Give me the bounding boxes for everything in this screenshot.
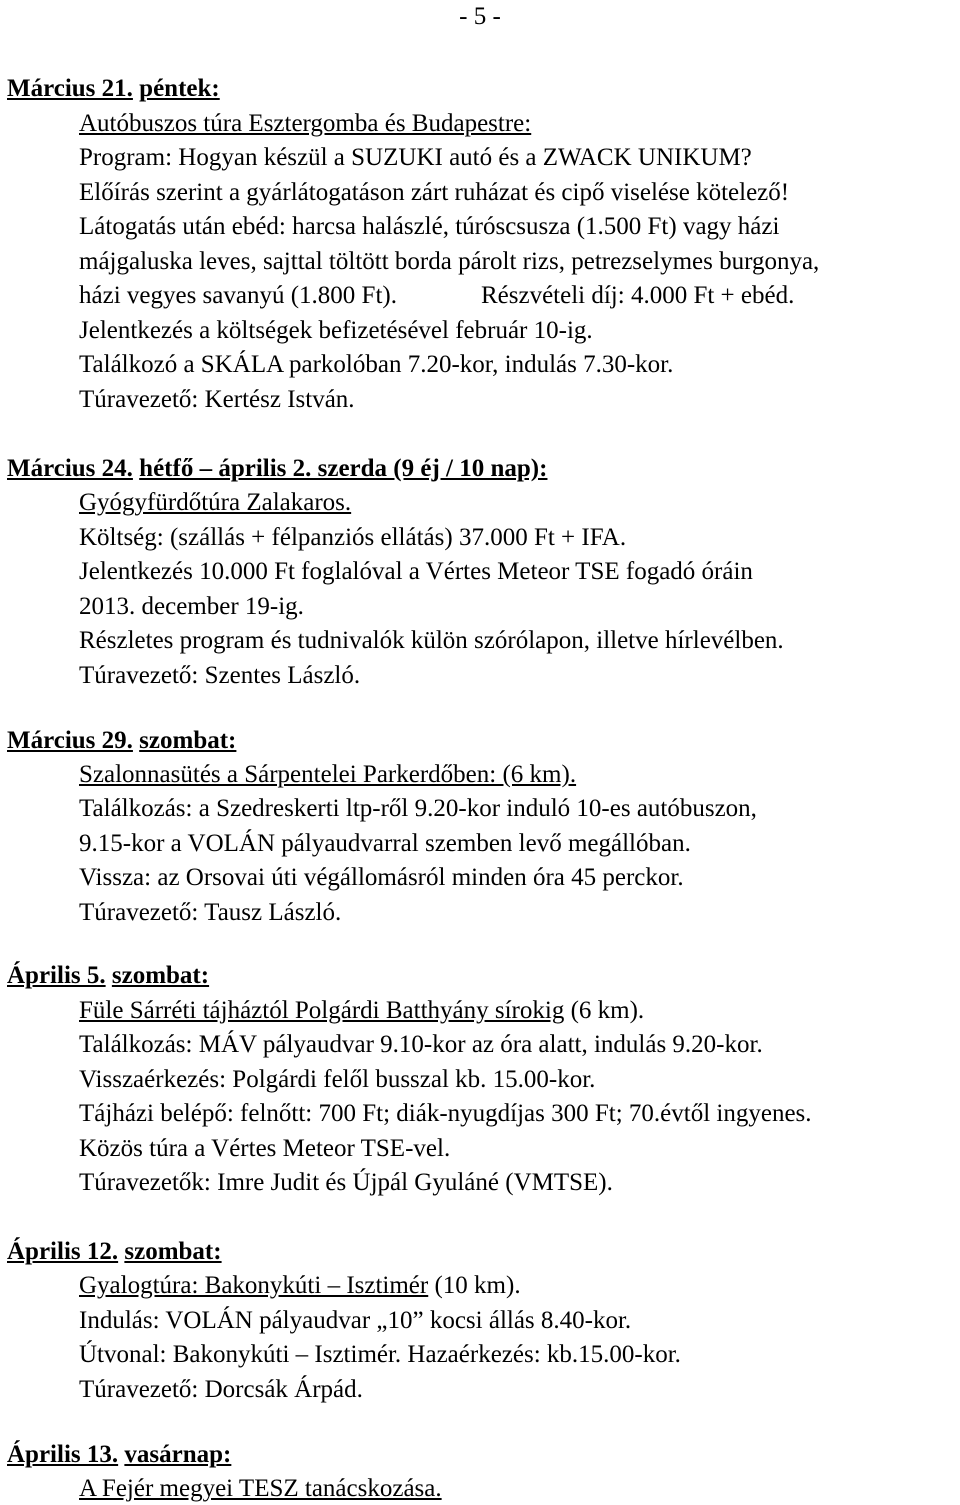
event-header — [7, 74, 220, 104]
event-line: Jelentkezés 10.000 Ft foglalóval a Vértes Meteor TSE fogadó óráin — [79, 558, 753, 585]
event-date: Április 13. — [7, 1441, 119, 1468]
event-title-line — [79, 1271, 521, 1301]
event-title: Gyógyfürdőtúra Zalakaros. — [79, 489, 352, 516]
event-day: péntek: — [139, 75, 220, 102]
event-line: Túravezető: Tausz László. — [79, 899, 342, 926]
event-line: Program: Hogyan készül a SUZUKI autó és a ZWACK UNIKUM? — [79, 144, 752, 171]
event-title: Szalonnasütés a Sárpentelei Parkerdőben: (6 km). — [79, 761, 577, 788]
event-line: Visszaérkezés: Polgárdi felől busszal kb. 15.00-kor. — [79, 1066, 596, 1093]
event-line: Vissza: az Orsovai úti végállomásról minden óra 45 perckor. — [79, 864, 684, 891]
event-line: Túravezető: Szentes László. — [79, 662, 361, 689]
event-title: Autóbuszos túra Esztergomba és Budapestre: — [79, 110, 532, 137]
event-title-line — [79, 996, 644, 1026]
page-number: - 5 - — [459, 3, 501, 30]
event-line: Útvonal: Bakonykúti – Isztimér. Hazaérkezés: kb.15.00-kor. — [79, 1341, 681, 1368]
event-line: Túravezető: Kertész István. — [79, 386, 355, 413]
event-line: Találkozó a SKÁLA parkolóban 7.20-kor, indulás 7.30-kor. — [79, 351, 674, 378]
event-date: Március 24. — [7, 455, 133, 482]
event-header — [7, 726, 236, 756]
event-header — [7, 961, 209, 991]
event-line: házi vegyes savanyú (1.800 Ft). — [79, 282, 397, 309]
event-line: Látogatás után ebéd: harcsa halászlé, túróscsusza (1.500 Ft) vagy házi — [79, 213, 780, 240]
event-day: szombat: — [124, 1238, 222, 1265]
event-line: Találkozás: MÁV pályaudvar 9.10-kor az óra alatt, indulás 9.20-kor. — [79, 1031, 763, 1058]
event-day: szombat: — [111, 962, 210, 989]
event-date: Április 12. — [7, 1238, 119, 1265]
event-line: Közös túra a Vértes Meteor TSE-vel. — [79, 1135, 451, 1162]
event-line: Jelentkezés a költségek befizetésével február 10-ig. — [79, 317, 593, 344]
event-line-with-fee — [79, 281, 794, 311]
event-date: Március 21. — [7, 75, 133, 102]
event-line: Részletes program és tudnivalók külön szórólapon, illetve hírlevélben. — [79, 627, 784, 654]
event-header — [7, 1440, 231, 1470]
event-header — [7, 1237, 222, 1267]
event-title: Füle Sárréti tájháztól Polgárdi Batthyány sírokig — [79, 997, 565, 1024]
event-line: Költség: (szállás + félpanziós ellátás) 37.000 Ft + IFA. — [79, 524, 627, 551]
event-date: Március 29. — [7, 727, 133, 754]
event-title: A Fejér megyei TESZ tanácskozása. — [79, 1475, 442, 1502]
event-line: Túravezetők: Imre Judit és Újpál Gyuláné (VMTSE). — [79, 1169, 613, 1196]
event-distance: (10 km). — [428, 1272, 521, 1299]
event-title: Gyalogtúra: Bakonykúti – Isztimér — [79, 1272, 429, 1299]
event-day: vasárnap: — [124, 1441, 232, 1468]
event-line: Tájházi belépő: felnőtt: 700 Ft; diák-nyugdíjas 300 Ft; 70.évtől ingyenes. — [79, 1100, 812, 1127]
event-header — [7, 454, 547, 484]
event-day: szombat: — [139, 727, 237, 754]
event-line: Indulás: VOLÁN pályaudvar „10” kocsi állás 8.40-kor. — [79, 1307, 632, 1334]
event-distance: (6 km). — [564, 997, 645, 1024]
event-day: hétfő – április 2. szerda (9 éj / 10 nap): — [139, 455, 548, 482]
event-line: 2013. december 19-ig. — [79, 593, 304, 620]
event-line: májgaluska leves, sajttal töltött borda párolt rizs, petrezselymes burgonya, — [79, 248, 820, 275]
event-date: Április 5. — [7, 962, 106, 989]
participation-fee: Részvételi díj: 4.000 Ft + ebéd. — [480, 282, 795, 309]
event-line: 9.15-kor a VOLÁN pályaudvarral szemben levő megállóban. — [79, 830, 691, 857]
event-line: Előírás szerint a gyárlátogatáson zárt ruházat és cipő viselése kötelező! — [79, 179, 790, 206]
event-line: Túravezető: Dorcsák Árpád. — [79, 1376, 363, 1403]
event-line: Találkozás: a Szedreskerti ltp-ről 9.20-kor induló 10-es autóbuszon, — [79, 795, 757, 822]
